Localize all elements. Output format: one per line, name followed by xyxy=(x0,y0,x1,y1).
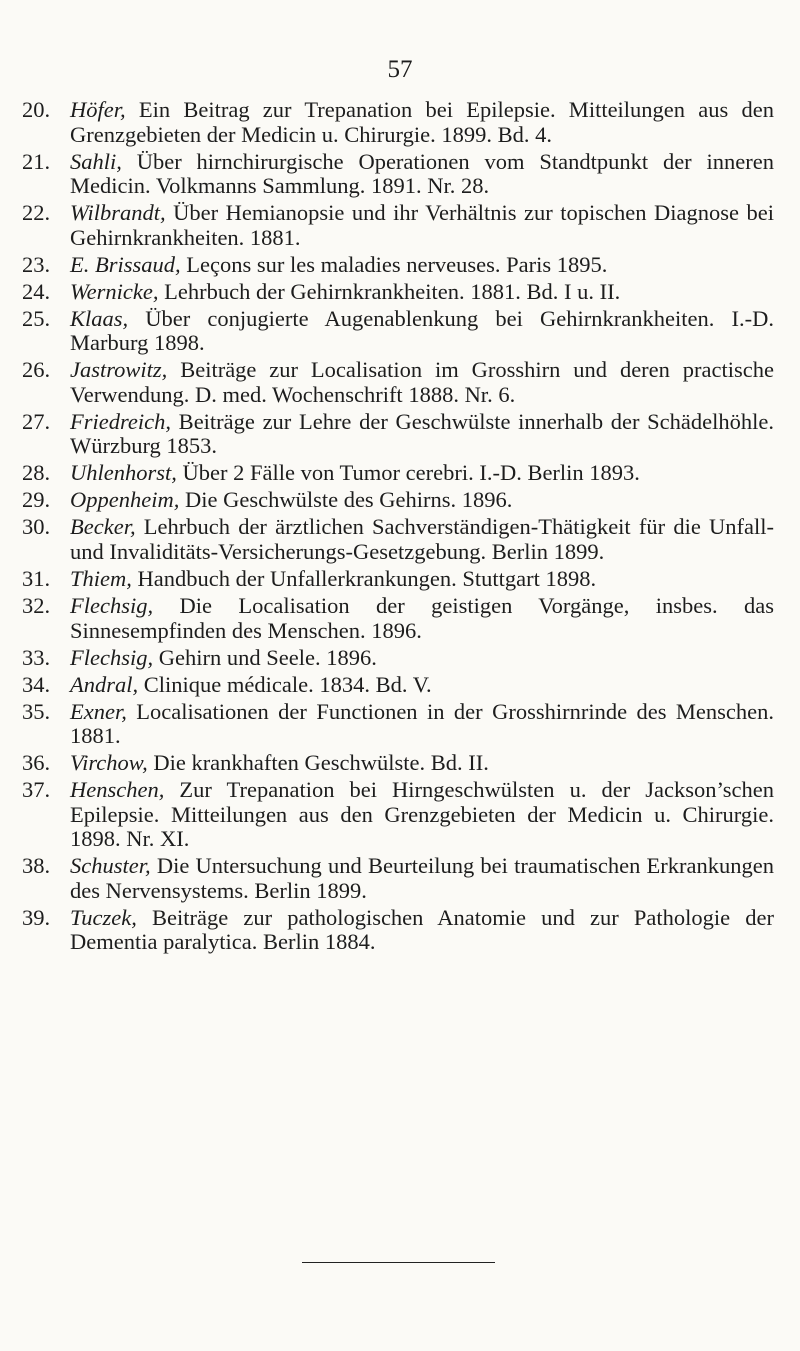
reference-entry xyxy=(22,358,774,407)
reference-author: Sahli, xyxy=(70,148,122,174)
page-number: 57 xyxy=(387,56,413,83)
reference-number: 25. xyxy=(22,305,51,331)
reference-title: Die Geschwülste des Gehirns. 1896. xyxy=(179,487,513,513)
reference-number: 32. xyxy=(22,592,51,618)
reference-entry xyxy=(22,700,774,749)
reference-text xyxy=(70,358,774,407)
reference-author: Tuczek, xyxy=(70,904,137,930)
reference-entry xyxy=(22,253,774,278)
reference-entry xyxy=(22,751,774,776)
reference-author: Oppenheim, xyxy=(70,487,180,513)
reference-entry xyxy=(22,646,774,671)
reference-entry xyxy=(22,906,774,955)
reference-entry xyxy=(22,567,774,592)
reference-author: Flechsig, xyxy=(70,644,154,670)
reference-title: Über Hemianopsie und ihr Verhältnis zur topischen Diagnose bei Gehirnkrankheiten. 1881. xyxy=(70,200,774,250)
reference-number: 39. xyxy=(22,904,51,930)
reference-text xyxy=(70,253,774,278)
reference-author: Virchow, xyxy=(70,750,148,776)
reference-title: Über conjugierte Augenablenkung bei Gehirnkrankheiten. I.-D. Marburg 1898. xyxy=(70,305,774,356)
reference-text xyxy=(70,906,774,955)
reference-text xyxy=(70,201,774,250)
reference-text xyxy=(70,280,774,305)
reference-title: Über hirnchirurgische Operationen vom Standtpunkt der inneren Medicin. Volkmanns Sammlung. 1891. Nr. 28. xyxy=(70,148,774,199)
reference-title: Gehirn und Seele. 1896. xyxy=(153,644,377,670)
reference-number: 31. xyxy=(22,565,51,591)
reference-entry xyxy=(22,201,774,250)
reference-number: 28. xyxy=(22,460,51,486)
reference-number: 22. xyxy=(22,200,51,226)
reference-title: Die krankhaften Geschwülste. Bd. II. xyxy=(147,750,489,776)
reference-author: Wilbrandt, xyxy=(70,200,166,226)
reference-author: Friedreich, xyxy=(70,408,172,434)
reference-author: E. Brissaud, xyxy=(70,251,181,277)
reference-number: 24. xyxy=(22,278,51,304)
reference-author: Klaas, xyxy=(70,305,129,331)
reference-title: Leçons sur les maladies nerveuses. Paris 1895. xyxy=(180,251,608,277)
reference-list xyxy=(22,98,774,957)
reference-text xyxy=(70,410,774,459)
reference-number: 23. xyxy=(22,251,51,277)
reference-text xyxy=(70,778,774,852)
reference-text xyxy=(70,646,774,671)
reference-entry xyxy=(22,461,774,486)
reference-author: Schuster, xyxy=(70,853,151,879)
reference-entry xyxy=(22,410,774,459)
reference-title: Über 2 Fälle von Tumor cerebri. I.-D. Berlin 1893. xyxy=(176,460,640,486)
reference-entry xyxy=(22,307,774,356)
reference-number: 33. xyxy=(22,644,51,670)
reference-title: Clinique médicale. 1834. Bd. V. xyxy=(138,671,432,697)
end-rule xyxy=(302,1262,495,1263)
reference-number: 26. xyxy=(22,357,51,383)
reference-title: Die Untersuchung und Beurteilung bei traumatischen Erkrankungen des Nervensystems. Berlin 1899. xyxy=(70,853,774,903)
reference-number: 27. xyxy=(22,408,51,434)
reference-text xyxy=(70,98,774,147)
reference-text xyxy=(70,700,774,749)
reference-number: 38. xyxy=(22,853,51,879)
reference-author: Flechsig, xyxy=(70,592,154,618)
reference-entry xyxy=(22,778,774,852)
reference-text xyxy=(70,515,774,564)
reference-entry xyxy=(22,594,774,643)
reference-title: Ein Beitrag zur Trepanation bei Epilepsie. Mitteilungen aus den Grenzgebieten der Medicin u. Chirurgie. 1899. Bd. 4. xyxy=(70,97,774,147)
reference-title: Beiträge zur Localisation im Grosshirn und deren practische Verwendung. D. med. Wochenschrift 1888. Nr. 6. xyxy=(70,357,774,407)
reference-author: Henschen, xyxy=(70,777,165,803)
reference-entry xyxy=(22,280,774,305)
reference-text xyxy=(70,150,774,199)
reference-number: 35. xyxy=(22,698,51,724)
reference-author: Exner, xyxy=(70,698,127,724)
reference-title: Localisationen der Functionen in der Grosshirnrinde des Menschen. 1881. xyxy=(70,698,774,749)
reference-title: Lehrbuch der Gehirnkrankheiten. 1881. Bd. I u. II. xyxy=(158,278,621,304)
reference-author: Jastrowitz, xyxy=(70,357,168,383)
reference-entry xyxy=(22,150,774,199)
reference-entry xyxy=(22,98,774,147)
reference-author: Wernicke, xyxy=(70,278,159,304)
reference-author: Becker, xyxy=(70,514,136,540)
reference-text xyxy=(70,854,774,903)
reference-title: Zur Trepanation bei Hirngeschwülsten u. der Jackson’schen Epilepsie. Mitteilungen aus den Grenzgebieten der Medicin u. Chirurgie. 1898. Nr. XI. xyxy=(70,777,774,852)
reference-author: Thiem, xyxy=(70,565,132,591)
reference-number: 36. xyxy=(22,750,51,776)
reference-title: Die Localisation der geistigen Vorgänge, insbes. das Sinnesempfinden des Menschen. 1896. xyxy=(70,592,774,643)
reference-author: Höfer, xyxy=(70,97,126,122)
reference-title: Beiträge zur pathologischen Anatomie und zur Pathologie der Dementia paralytica. Berlin 1884. xyxy=(70,904,774,955)
reference-number: 30. xyxy=(22,514,51,540)
reference-author: Uhlenhorst, xyxy=(70,460,177,486)
reference-number: 21. xyxy=(22,148,51,174)
reference-entry xyxy=(22,488,774,513)
reference-title: Handbuch der Unfallerkrankungen. Stuttgart 1898. xyxy=(131,565,597,591)
reference-entry xyxy=(22,515,774,564)
reference-text xyxy=(70,673,774,698)
reference-text xyxy=(70,461,774,486)
reference-text xyxy=(70,751,774,776)
reference-text xyxy=(70,488,774,513)
reference-text xyxy=(70,567,774,592)
reference-entry xyxy=(22,854,774,903)
reference-author: Andral, xyxy=(70,671,139,697)
reference-number: 29. xyxy=(22,487,51,513)
reference-text xyxy=(70,307,774,356)
reference-entry xyxy=(22,673,774,698)
reference-title: Lehrbuch der ärztlichen Sachverständigen-Thätigkeit für die Unfall- und Invaliditäts-Versicherungs-Gesetzgebung. Berlin 1899. xyxy=(70,514,774,564)
reference-number: 37. xyxy=(22,777,51,803)
reference-title: Beiträge zur Lehre der Geschwülste innerhalb der Schädelhöhle. Würzburg 1853. xyxy=(70,408,774,459)
reference-text xyxy=(70,594,774,643)
reference-number: 34. xyxy=(22,671,51,697)
reference-number: 20. xyxy=(22,97,51,122)
